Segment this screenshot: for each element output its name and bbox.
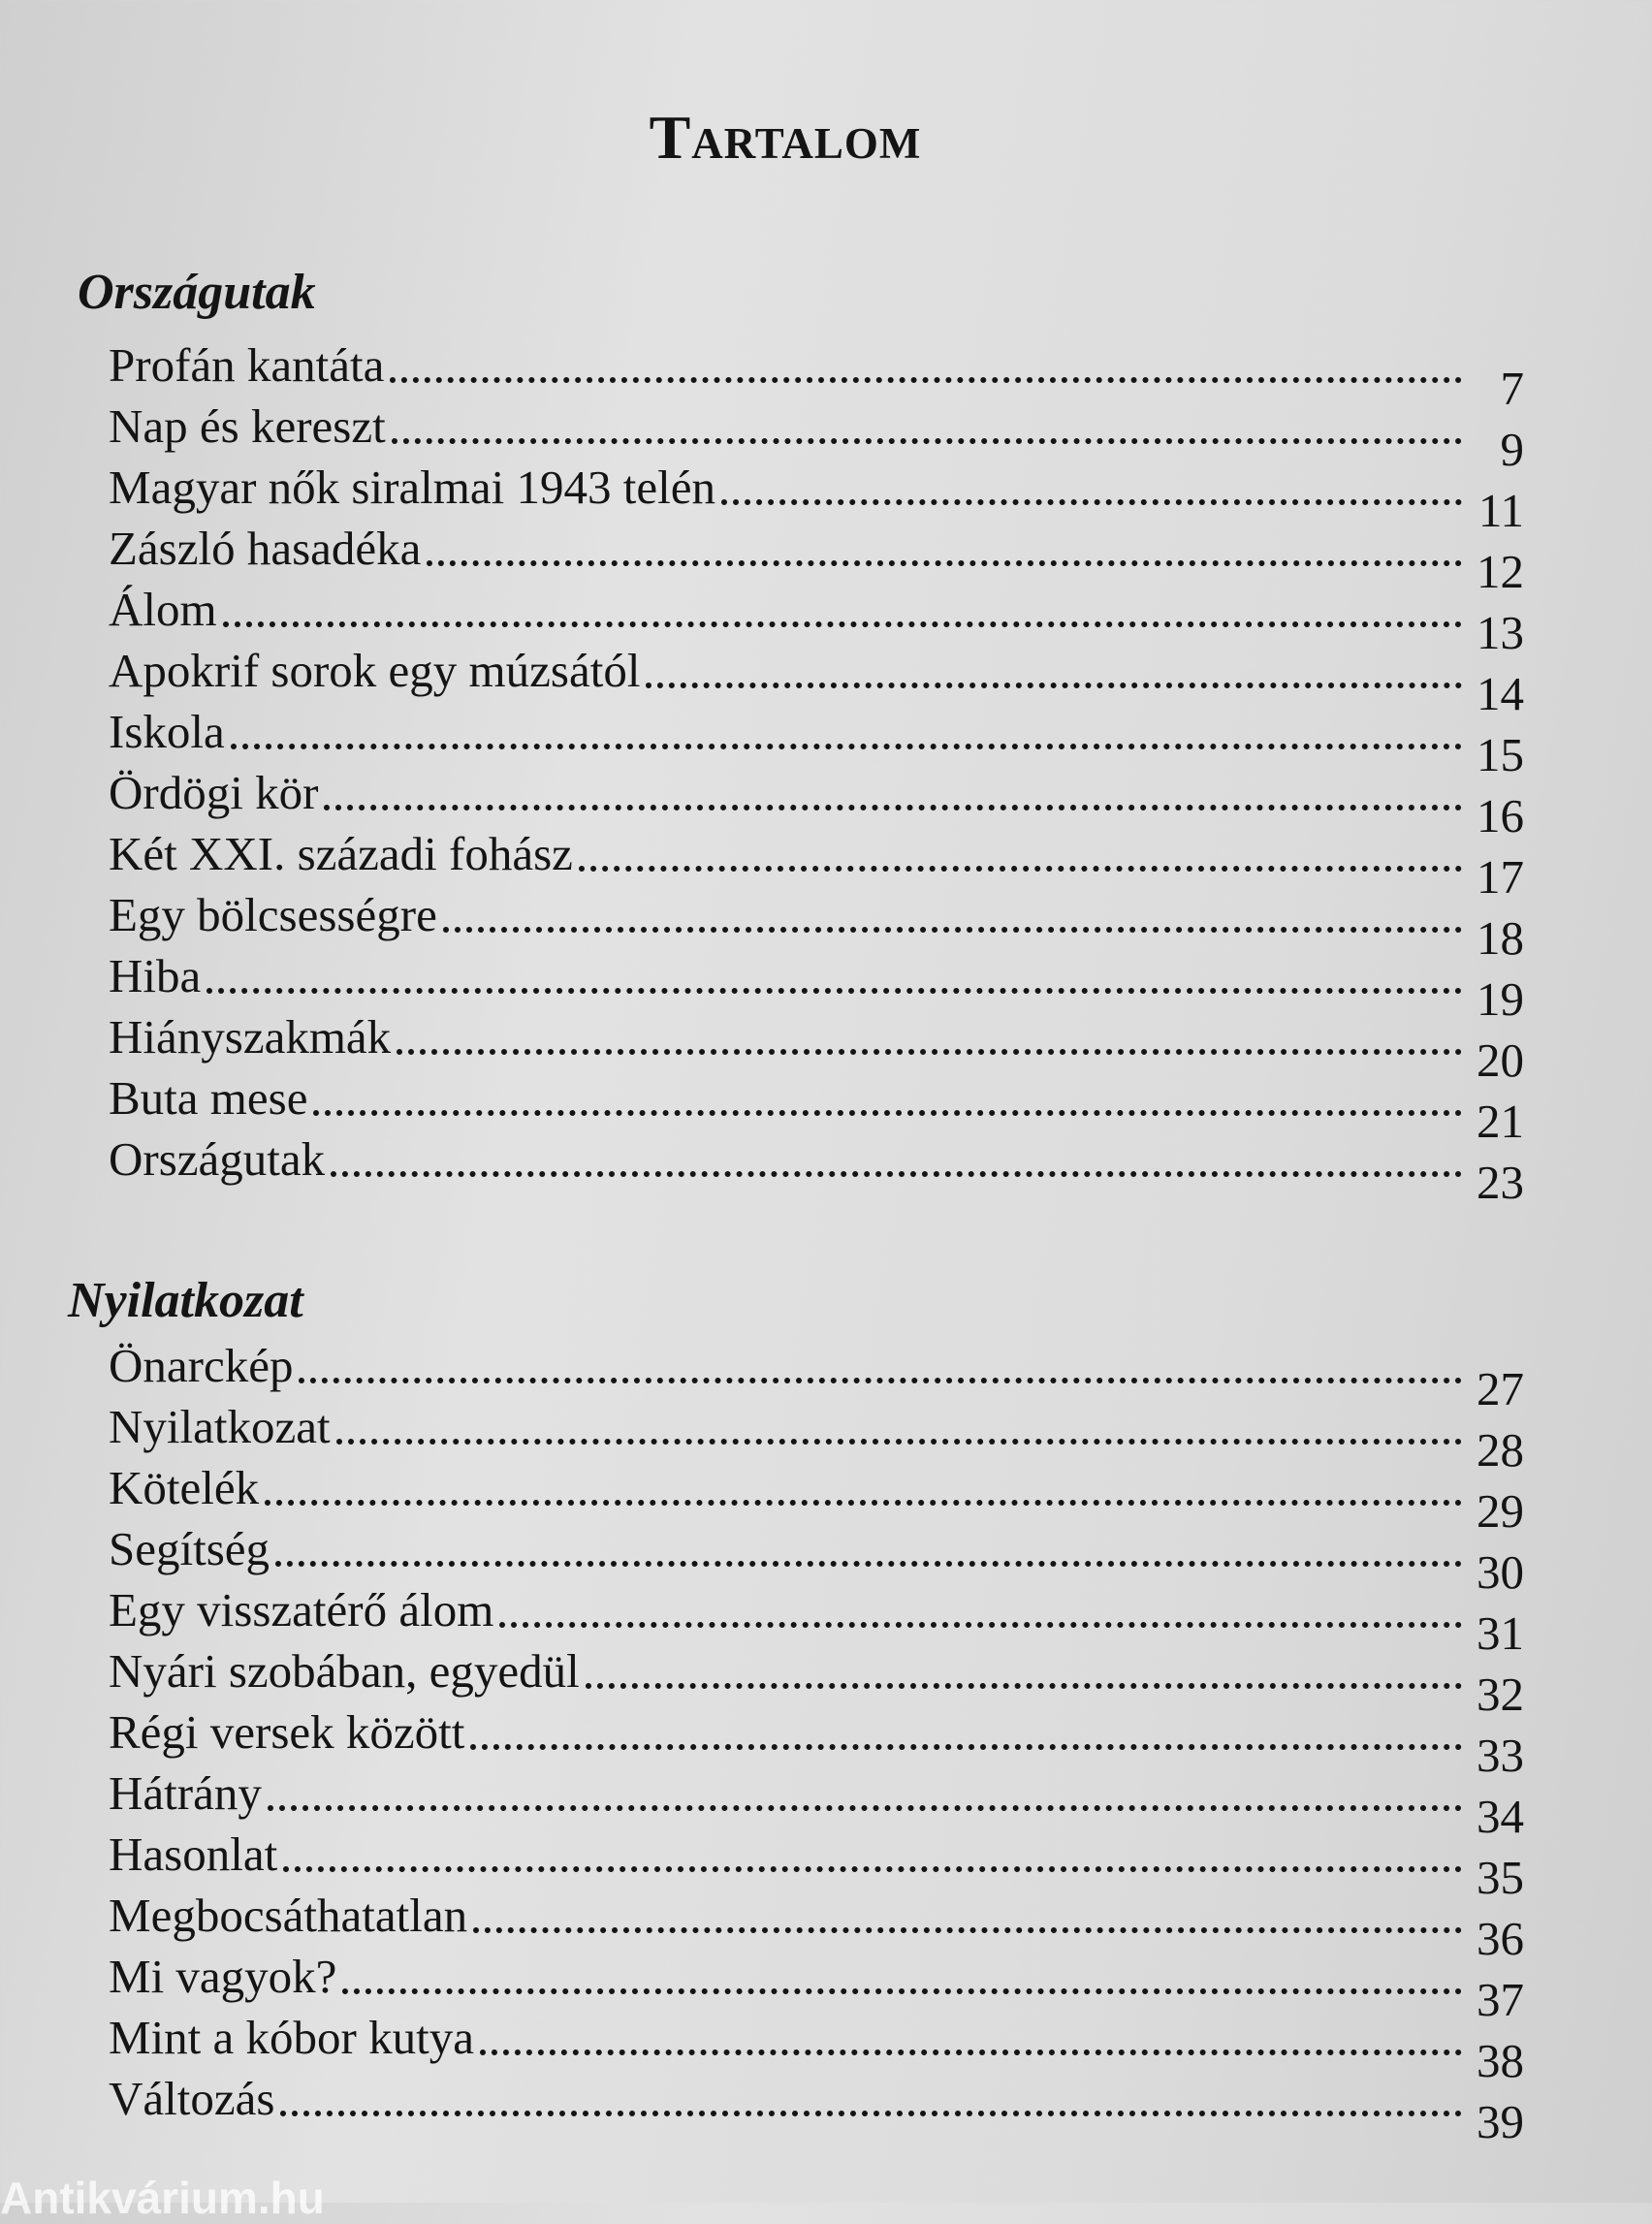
toc-entry-page: 14 (1477, 667, 1524, 720)
toc-entry-page: 18 (1477, 911, 1524, 965)
toc-entry (109, 761, 1524, 842)
toc-entry-page: 7 (1500, 362, 1524, 415)
toc-entry-title: Hasonlat (109, 1827, 278, 1881)
toc-entry-title: Két XXI. századi fohász (109, 827, 573, 880)
section-heading-nyilatkozat: Nyilatkozat (68, 1273, 303, 1328)
toc-entry-page: 32 (1477, 1668, 1524, 1721)
toc-entry-title: Buta mese (109, 1071, 308, 1125)
toc-entry-page: 38 (1477, 2034, 1524, 2087)
dot-leader (313, 1110, 1462, 1116)
dot-leader (265, 1500, 1462, 1506)
toc-entry-page: 11 (1477, 484, 1524, 537)
toc-entry (109, 1334, 1524, 1415)
toc-entry (109, 1066, 1524, 1148)
dot-leader (443, 927, 1462, 933)
toc-entry-page: 39 (1477, 2095, 1524, 2148)
toc-entry-title: Ördögi kör (109, 766, 319, 819)
dot-leader (342, 1988, 1462, 1994)
toc-section-nyilatkozat (109, 1334, 1524, 2148)
dot-leader (397, 1049, 1462, 1055)
toc-entry (109, 1005, 1524, 1087)
toc-entry-title: Egy visszatérő álom (109, 1583, 494, 1636)
dot-leader (331, 1171, 1462, 1177)
toc-entry (109, 822, 1524, 904)
toc-entry-title: Iskola (109, 705, 225, 758)
dot-leader (223, 621, 1462, 627)
toc-entry-page: 28 (1477, 1423, 1524, 1477)
dot-leader (473, 1927, 1462, 1933)
toc-entry-title: Hiányszakmák (109, 1010, 392, 1064)
dot-leader (470, 1744, 1462, 1750)
toc-entry (109, 1395, 1524, 1477)
toc-entry-title: Önarckép (109, 1339, 294, 1392)
dot-leader (231, 744, 1462, 749)
toc-entry (109, 944, 1524, 1026)
toc-entry-title: Zászló hasadéka (109, 522, 422, 575)
toc-entry (109, 2006, 1524, 2087)
toc-entry (109, 1700, 1524, 1782)
toc-entry (109, 334, 1524, 415)
dot-leader (427, 560, 1462, 566)
toc-entry-page: 33 (1477, 1729, 1524, 1782)
toc-entry-page: 17 (1477, 850, 1524, 904)
toc-entry-page: 12 (1477, 545, 1524, 598)
toc-entry-page: 36 (1477, 1912, 1524, 1965)
dot-leader (299, 1378, 1462, 1383)
dot-leader (392, 438, 1462, 444)
toc-entry (109, 1578, 1524, 1660)
toc-entry (109, 517, 1524, 598)
toc-entry-title: Álom (109, 583, 217, 636)
dot-leader (480, 2049, 1462, 2055)
toc-entry-title: Magyar nők siralmai 1943 telén (109, 461, 715, 514)
toc-entry (109, 1762, 1524, 1843)
toc-entry-title: Mint a kóbor kutya (109, 2011, 474, 2064)
toc-entry-title: Hiba (109, 949, 202, 1002)
toc-entry (109, 1456, 1524, 1538)
toc-entry-page: 21 (1477, 1095, 1524, 1148)
toc-section-orszagutak (109, 334, 1524, 1209)
watermark: Antikvárium.hu (0, 2173, 325, 2223)
toc-entry-title: Kötelék (109, 1461, 260, 1514)
dot-leader (579, 866, 1462, 872)
section-heading-orszagutak: Országutak (78, 265, 316, 320)
toc-entry-title: Hátrány (109, 1766, 262, 1820)
toc-entry (109, 2067, 1524, 2148)
toc-entry (109, 395, 1524, 476)
toc-entry-page: 16 (1477, 789, 1524, 842)
dot-leader (206, 988, 1462, 994)
toc-entry-title: Egy bölcsességre (109, 888, 437, 941)
toc-entry (109, 1128, 1524, 1209)
toc-entry (109, 1639, 1524, 1721)
toc-entry-page: 13 (1477, 606, 1524, 659)
toc-entry-page: 23 (1477, 1156, 1524, 1209)
toc-entry-title: Profán kantáta (109, 338, 385, 392)
toc-entry (109, 1823, 1524, 1904)
toc-entry-title: Nyári szobában, egyedül (109, 1644, 580, 1698)
toc-entry (109, 700, 1524, 781)
toc-entry-page: 27 (1477, 1362, 1524, 1415)
toc-entry (109, 1945, 1524, 2026)
dot-leader (721, 499, 1462, 505)
dot-leader (336, 1439, 1462, 1445)
toc-entry-title: Régi versek között (109, 1705, 465, 1759)
toc-entry-title: Nap és kereszt (109, 399, 386, 453)
toc-entry-page: 29 (1477, 1484, 1524, 1538)
toc-entry-title: Változás (109, 2072, 275, 2125)
page-title: Tartalom (649, 102, 922, 172)
toc-entry-page: 31 (1477, 1606, 1524, 1660)
toc-entry-title: Segítség (109, 1522, 270, 1575)
toc-entry-page: 9 (1500, 423, 1524, 476)
toc-entry-title: Nyilatkozat (109, 1400, 331, 1453)
toc-entry-title: Mi vagyok? (109, 1950, 337, 2003)
toc-entry-title: Országutak (109, 1132, 326, 1186)
toc-entry (109, 1517, 1524, 1599)
toc-entry (109, 883, 1524, 965)
dot-leader (646, 683, 1462, 688)
dot-leader (268, 1805, 1462, 1811)
dot-leader (283, 1866, 1462, 1872)
toc-entry-page: 37 (1477, 1973, 1524, 2026)
dot-leader (280, 2111, 1462, 2116)
toc-entry-page: 15 (1477, 728, 1524, 781)
toc-entry-page: 19 (1477, 972, 1524, 1026)
toc-entry-page: 35 (1477, 1851, 1524, 1904)
dot-leader (324, 805, 1462, 810)
dot-leader (499, 1622, 1462, 1628)
dot-leader (586, 1683, 1462, 1689)
toc-entry (109, 456, 1524, 537)
toc-entry-title: Apokrif sorok egy múzsától (109, 644, 641, 697)
toc-entry (109, 1884, 1524, 1965)
toc-entry (109, 578, 1524, 659)
toc-entry-page: 34 (1477, 1790, 1524, 1843)
dot-leader (275, 1561, 1462, 1567)
dot-leader (390, 377, 1462, 383)
toc-entry (109, 639, 1524, 720)
toc-entry-page: 20 (1477, 1033, 1524, 1087)
toc-entry-title: Megbocsáthatatlan (109, 1889, 468, 1942)
toc-entry-page: 30 (1477, 1545, 1524, 1599)
